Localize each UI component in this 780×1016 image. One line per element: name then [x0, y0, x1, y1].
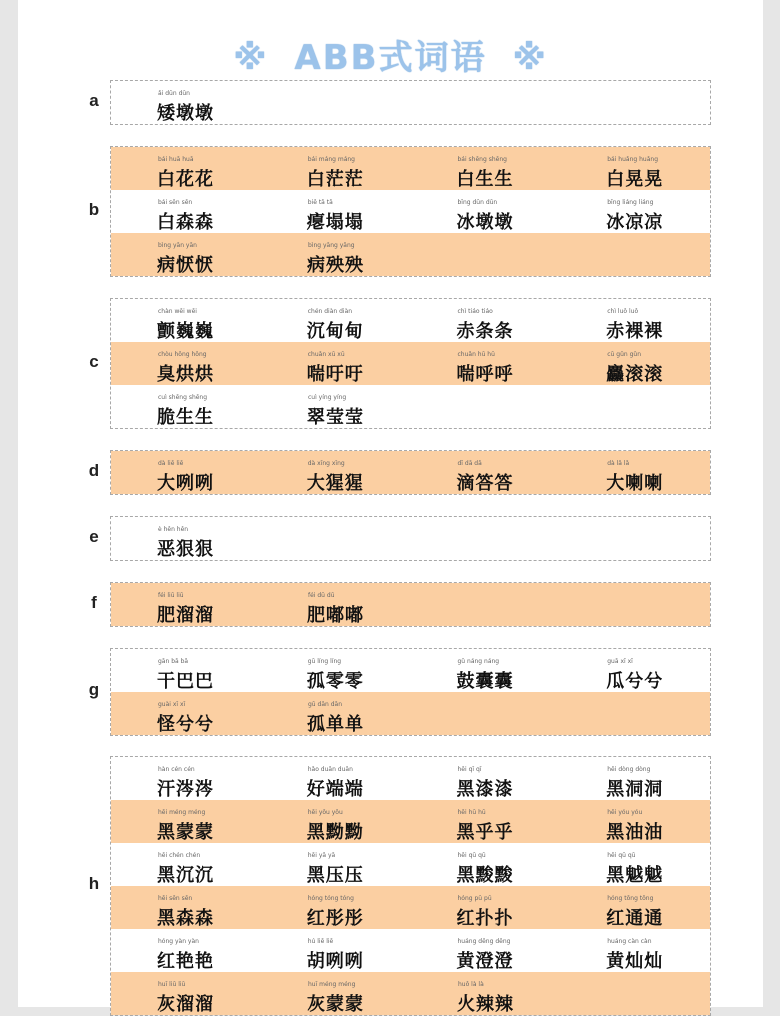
hanzi-word: 瘪塌塌 [306, 212, 364, 233]
word-group-e [110, 516, 711, 561]
word-entry [261, 147, 411, 190]
hanzi-word: 红彤彤 [306, 908, 364, 929]
word-entry [111, 649, 261, 692]
hanzi-word: 臭烘烘 [157, 364, 214, 385]
word-entry [111, 929, 261, 972]
hanzi-word: 黑乎乎 [456, 822, 514, 843]
pinyin-label: hēi chén chén [158, 852, 201, 859]
hanzi-word: 黄澄澄 [456, 951, 514, 972]
hanzi-word: 好端端 [306, 779, 364, 800]
hanzi-word: 红通通 [606, 908, 664, 929]
pinyin-label: chì luǒ luǒ [607, 308, 639, 315]
word-group-g [110, 648, 711, 736]
word-entry [111, 843, 261, 886]
pinyin-label: bīng dūn dūn [457, 199, 498, 206]
word-group-c [110, 298, 711, 429]
hanzi-word: 白茫茫 [306, 169, 364, 190]
hanzi-word: 黄灿灿 [606, 951, 664, 972]
pinyin-label: è hěn hěn [158, 526, 189, 533]
word-entry [411, 972, 561, 1015]
hanzi-word: 大咧咧 [157, 473, 214, 494]
word-entry [411, 342, 561, 385]
word-entry [261, 972, 411, 1015]
word-group-a [110, 80, 711, 125]
hanzi-word: 冰凉凉 [606, 212, 664, 233]
pinyin-label: hēi qū qū [457, 852, 486, 859]
pinyin-label: bìng yān yān [158, 242, 197, 249]
hanzi-word: 麤滚滚 [606, 364, 664, 385]
hanzi-word: 病恹恹 [157, 255, 214, 276]
word-entry [111, 147, 261, 190]
hanzi-word: 孤零零 [306, 671, 364, 692]
page-title [18, 30, 763, 79]
group-letter-f: f [91, 592, 97, 612]
pinyin-label: gǔ náng náng [457, 658, 500, 665]
word-group-b [110, 146, 711, 277]
group-letter-d: d [88, 460, 100, 480]
hanzi-word: 黑油油 [606, 822, 664, 843]
word-row [111, 929, 710, 972]
pinyin-label: hú liē liē [307, 938, 334, 945]
word-entry [560, 299, 710, 342]
word-entry [411, 649, 561, 692]
word-entry [111, 757, 261, 800]
pinyin-label: féi liū liū [158, 592, 184, 599]
hanzi-word: 白森森 [157, 212, 214, 233]
pinyin-label: chén diàn diàn [307, 308, 353, 315]
pinyin-label: bìng yāng yāng [308, 242, 355, 249]
hanzi-word: 瓜兮兮 [606, 671, 664, 692]
hanzi-word: 黑压压 [306, 865, 364, 886]
word-entry [111, 385, 261, 428]
title-mark-right: ※ [512, 38, 548, 78]
word-row [111, 800, 710, 843]
pinyin-label: hēi hū hū [457, 809, 486, 816]
pinyin-label: cū gǔn gǔn [607, 351, 641, 358]
pinyin-label: huáng dēng dēng [457, 938, 511, 945]
hanzi-word: 白花花 [157, 169, 214, 190]
word-entry [111, 81, 261, 124]
hanzi-word: 孤单单 [307, 714, 364, 735]
pinyin-label: bīng liáng liáng [607, 199, 654, 206]
word-entry [111, 972, 261, 1015]
pinyin-label: dà xīng xīng [307, 460, 345, 467]
pinyin-label: guài xī xī [158, 701, 186, 708]
word-entry [111, 190, 261, 233]
hanzi-word: 鼓囊囊 [456, 671, 514, 692]
hanzi-word: 喘呼呼 [456, 364, 514, 385]
hanzi-word: 黑黝黝 [306, 822, 364, 843]
pinyin-label: cuì shēng shēng [158, 394, 208, 401]
pinyin-label: chuǎn xū xū [307, 351, 345, 358]
word-row [111, 451, 710, 494]
word-entry [261, 583, 411, 626]
word-entry [261, 649, 411, 692]
pinyin-label: bái máng máng [307, 156, 355, 163]
word-row [111, 583, 710, 626]
word-entry [111, 299, 261, 342]
word-entry [261, 843, 411, 886]
hanzi-word: 黑蒙蒙 [157, 822, 214, 843]
hanzi-word: 黑黢黢 [456, 865, 514, 886]
word-entry [411, 886, 561, 929]
word-row [111, 299, 710, 342]
word-entry [111, 451, 261, 494]
hanzi-word: 沉甸甸 [306, 321, 364, 342]
pinyin-label: hēi yā yā [307, 852, 336, 859]
word-entry [261, 886, 411, 929]
hanzi-word: 肥溜溜 [157, 605, 214, 626]
pinyin-label: hóng yàn yàn [158, 938, 199, 945]
hanzi-word: 颤巍巍 [157, 321, 214, 342]
word-entry [261, 757, 411, 800]
word-entry [261, 385, 411, 428]
pinyin-label: ǎi dūn dūn [158, 90, 190, 97]
word-entry [411, 147, 561, 190]
word-entry [560, 147, 710, 190]
word-entry [560, 649, 710, 692]
word-entry [560, 190, 710, 233]
hanzi-word: 喘吁吁 [306, 364, 364, 385]
word-entry [261, 233, 411, 276]
word-row [111, 757, 710, 800]
word-group-h [110, 756, 711, 1016]
pinyin-label: chì tiáo tiáo [457, 308, 493, 315]
pinyin-label: bái huǎng huǎng [607, 156, 659, 163]
word-row [111, 517, 710, 560]
title-mark-left: ※ [233, 38, 269, 78]
title-text: ABB式词语 [294, 38, 487, 78]
word-entry [111, 583, 261, 626]
word-row [111, 233, 710, 276]
pinyin-label: dà lǎ lǎ [607, 460, 630, 467]
hanzi-word: 灰溜溜 [157, 994, 214, 1015]
pinyin-label: hēi yōu yōu [307, 809, 343, 816]
word-entry [411, 299, 561, 342]
word-row [111, 81, 710, 124]
pinyin-label: huáng càn càn [607, 938, 652, 945]
word-entry [261, 299, 411, 342]
pinyin-label: hǎo duān duān [307, 766, 353, 773]
hanzi-word: 黑洞洞 [606, 779, 664, 800]
word-entry [261, 451, 411, 494]
word-entry [411, 757, 561, 800]
pinyin-label: dà liē liē [158, 460, 184, 467]
hanzi-word: 火辣辣 [457, 994, 514, 1015]
group-letter-h: h [88, 874, 100, 893]
word-entry [111, 692, 261, 735]
word-row [111, 147, 710, 190]
hanzi-word: 白晃晃 [606, 169, 664, 190]
pinyin-label: chòu hōng hōng [158, 351, 207, 358]
word-row [111, 385, 710, 428]
pinyin-label: biě tā tā [307, 199, 333, 206]
word-row [111, 649, 710, 692]
hanzi-word: 黑沉沉 [157, 865, 214, 886]
pinyin-label: gān bā bā [158, 658, 189, 665]
pinyin-label: dī dā dā [457, 460, 482, 467]
pinyin-label: chuǎn hū hū [457, 351, 495, 358]
hanzi-word: 矮墩墩 [157, 103, 214, 124]
pinyin-label: hēi méng méng [158, 809, 206, 816]
hanzi-word: 黑森森 [157, 908, 214, 929]
word-group-f [110, 582, 711, 627]
word-entry [261, 692, 411, 735]
pinyin-label: hóng tōng tōng [607, 895, 654, 902]
word-entry [111, 800, 261, 843]
word-entry [261, 800, 411, 843]
hanzi-word: 红艳艳 [157, 951, 214, 972]
hanzi-word: 白生生 [456, 169, 514, 190]
group-letter-c: c [89, 351, 99, 371]
word-row [111, 342, 710, 385]
group-letter-g: g [88, 680, 100, 699]
word-entry [560, 929, 710, 972]
word-entry [411, 451, 561, 494]
pinyin-label: chàn wēi wēi [158, 308, 197, 315]
word-entry [111, 886, 261, 929]
word-entry [261, 342, 411, 385]
pinyin-label: hēi sēn sēn [158, 895, 193, 902]
group-letter-a: a [89, 90, 99, 110]
word-entry [560, 451, 710, 494]
pinyin-label: gū dān dān [308, 701, 343, 708]
word-entry [111, 517, 261, 560]
pinyin-label: bái huā huā [158, 156, 194, 163]
word-entry [261, 929, 411, 972]
pinyin-label: hàn cén cén [158, 766, 195, 773]
pinyin-label: guā xī xī [607, 658, 633, 665]
word-entry [111, 342, 261, 385]
hanzi-word: 脆生生 [157, 407, 214, 428]
word-entry [411, 843, 561, 886]
pinyin-label: huī liū liū [158, 981, 186, 988]
hanzi-word: 灰蒙蒙 [307, 994, 364, 1015]
hanzi-word: 大猩猩 [306, 473, 364, 494]
pinyin-label: huǒ là là [458, 981, 484, 988]
word-entry [411, 190, 561, 233]
hanzi-word: 汗涔涔 [157, 779, 214, 800]
word-entry [261, 190, 411, 233]
pinyin-label: féi dū dū [308, 592, 335, 599]
pinyin-label: hēi yóu yóu [607, 809, 643, 816]
word-entry [560, 800, 710, 843]
word-entry [560, 342, 710, 385]
pinyin-label: huī méng méng [308, 981, 356, 988]
pinyin-label: hēi qī qī [457, 766, 482, 773]
pinyin-label: cuì yíng yíng [308, 394, 347, 401]
word-entry [560, 886, 710, 929]
hanzi-word: 肥嘟嘟 [307, 605, 364, 626]
group-letter-e: e [89, 526, 99, 546]
word-row [111, 843, 710, 886]
word-entry [111, 233, 261, 276]
hanzi-word: 滴答答 [456, 473, 514, 494]
hanzi-word: 恶狠狠 [157, 539, 214, 560]
hanzi-word: 病殃殃 [307, 255, 364, 276]
word-row [111, 692, 710, 735]
hanzi-word: 黑漆漆 [456, 779, 514, 800]
word-group-d [110, 450, 711, 495]
word-entry [411, 929, 561, 972]
hanzi-word: 赤条条 [456, 321, 514, 342]
pinyin-label: gū líng líng [307, 658, 342, 665]
pinyin-label: hóng tóng tóng [307, 895, 354, 902]
hanzi-word: 怪兮兮 [157, 714, 214, 735]
pinyin-label: bái sēn sēn [158, 199, 193, 206]
pinyin-label: bái shēng shēng [457, 156, 507, 163]
pinyin-label: hēi qū qū [607, 852, 636, 859]
word-entry [560, 843, 710, 886]
word-entry [411, 800, 561, 843]
hanzi-word: 红扑扑 [456, 908, 514, 929]
hanzi-word: 大喇喇 [606, 473, 664, 494]
hanzi-word: 黑魆魆 [606, 865, 664, 886]
hanzi-word: 干巴巴 [157, 671, 214, 692]
word-row [111, 886, 710, 929]
pinyin-label: hóng pū pū [457, 895, 492, 902]
word-row [111, 972, 710, 1015]
hanzi-word: 翠莹莹 [307, 407, 364, 428]
group-letter-b: b [88, 199, 100, 219]
hanzi-word: 冰墩墩 [456, 212, 514, 233]
hanzi-word: 赤裸裸 [606, 321, 664, 342]
hanzi-word: 胡咧咧 [306, 951, 364, 972]
word-entry [560, 757, 710, 800]
pinyin-label: hēi dòng dòng [607, 766, 651, 773]
word-row [111, 190, 710, 233]
